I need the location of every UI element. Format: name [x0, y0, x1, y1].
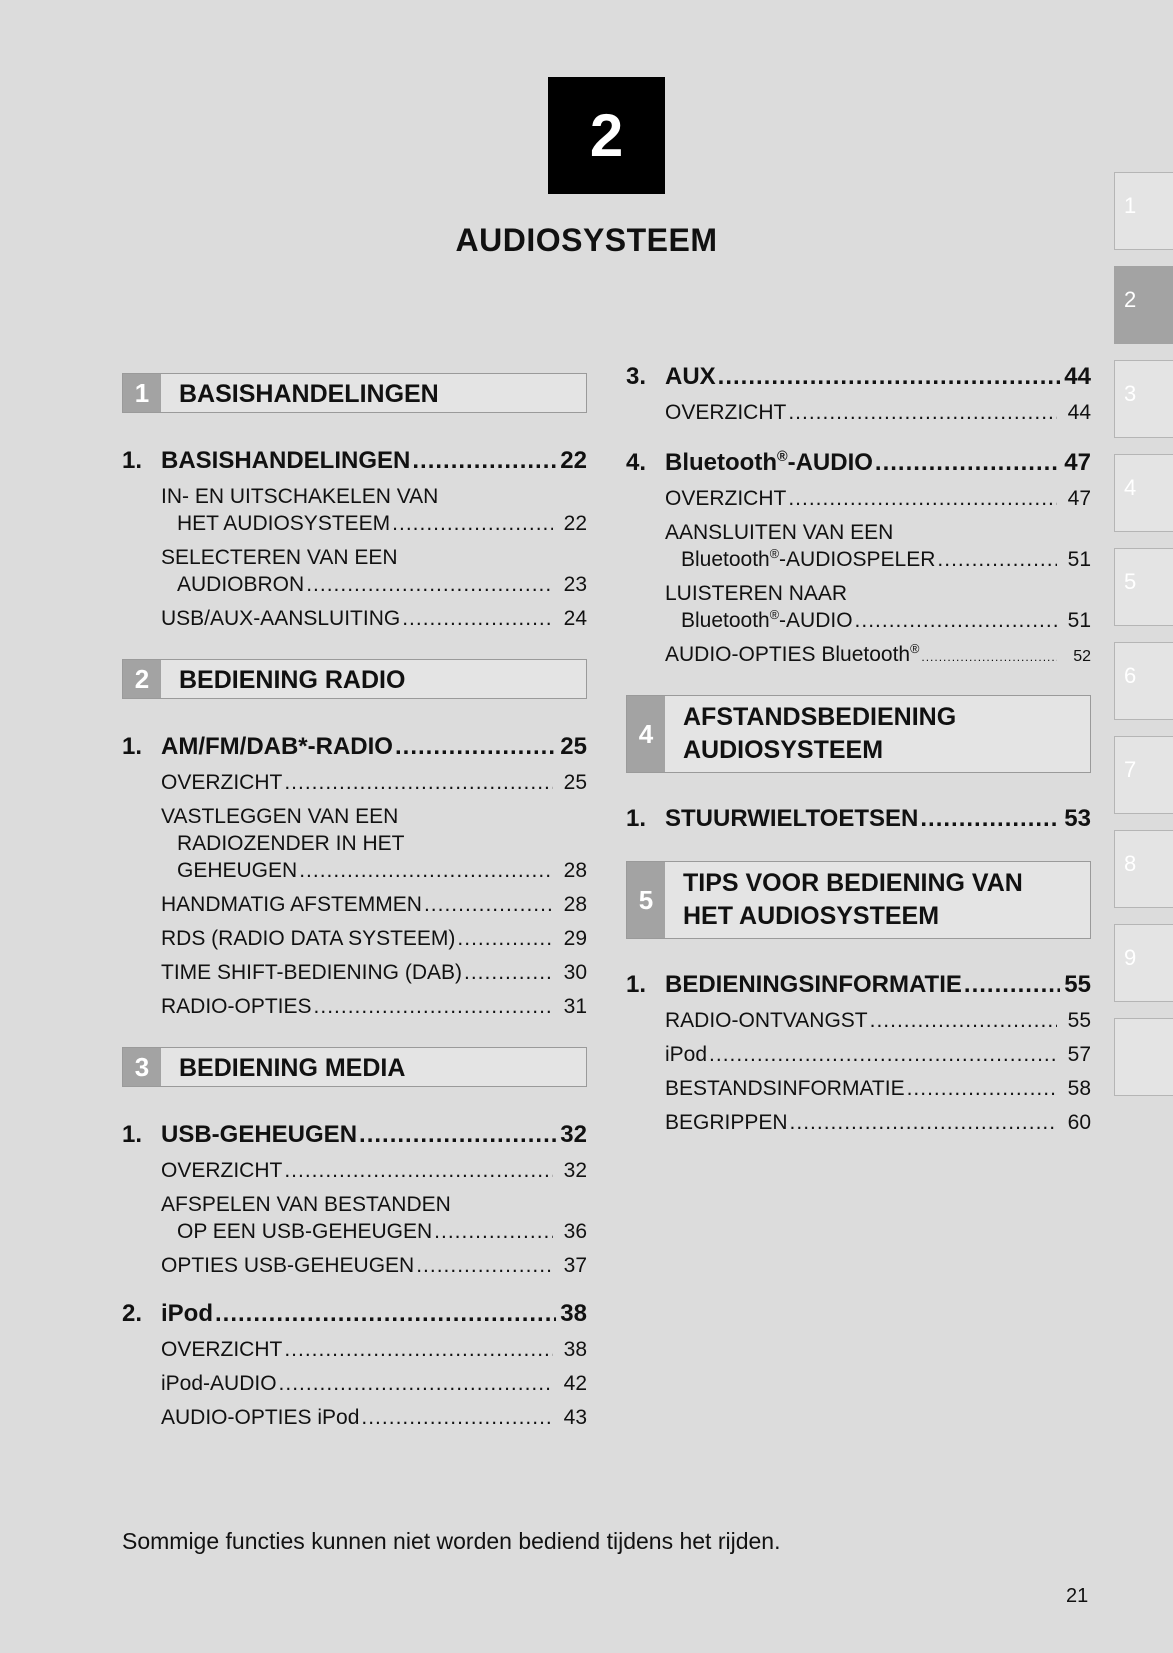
leader-dots — [416, 1254, 553, 1278]
leader-dots — [279, 1372, 553, 1396]
toc-subentry[interactable] — [161, 1159, 587, 1183]
toc-subentry[interactable] — [161, 1372, 587, 1396]
chapter-title: AUDIOSYSTEEM — [455, 222, 718, 258]
subentry-page: 30 — [563, 961, 587, 984]
toc-left-column — [122, 373, 587, 1430]
toc-subentry[interactable] — [161, 927, 587, 951]
subentry-page: 28 — [563, 893, 587, 916]
leader-dots — [402, 607, 553, 631]
subentry-page: 51 — [1067, 548, 1091, 571]
subentry-page: 29 — [563, 927, 587, 950]
subentry-title: AUDIOBRON — [177, 573, 305, 596]
subentry-title: RDS (RADIO DATA SYSTEEM) — [161, 927, 456, 950]
section-header-5[interactable] — [626, 861, 1091, 939]
leader-dots — [907, 1077, 1057, 1101]
toc-subentry[interactable] — [161, 1406, 587, 1430]
subentry-page: 25 — [563, 771, 587, 794]
subentry-title: USB/AUX-AANSLUITING — [161, 607, 401, 630]
toc-subentry[interactable] — [161, 995, 587, 1019]
chapter-number: 2 — [589, 102, 624, 169]
toc-subentry[interactable] — [161, 805, 587, 883]
entry-title: BASISHANDELINGEN — [161, 447, 411, 474]
leader-dots — [395, 733, 556, 761]
subentry-page: 57 — [1067, 1043, 1091, 1066]
leader-dots — [314, 995, 553, 1019]
subentry-title: HET AUDIOSYSTEEM — [177, 512, 391, 535]
section-number: 4 — [627, 696, 665, 772]
leader-dots — [921, 650, 1057, 664]
subentry-title: AUDIO-OPTIES iPod — [161, 1406, 360, 1429]
leader-dots — [937, 548, 1057, 572]
subentry-page: 28 — [563, 859, 587, 882]
section-title: BEDIENING MEDIA — [179, 1054, 406, 1082]
subentry-page: 43 — [563, 1406, 587, 1429]
entry-title: STUURWIELTOETSEN — [665, 805, 919, 832]
section-header-3[interactable] — [122, 1047, 587, 1087]
leader-dots — [412, 447, 556, 475]
subentry-title: RADIO-OPTIES — [161, 995, 312, 1018]
subentry-title: iPod-AUDIO — [161, 1372, 277, 1395]
entry-number: 1. — [122, 733, 143, 760]
subentry-page: 36 — [563, 1220, 587, 1243]
chapter-tab-8[interactable]: 8 — [1114, 830, 1173, 908]
section-number: 1 — [123, 374, 161, 412]
entry-number: 2. — [122, 1300, 143, 1327]
leader-dots — [788, 487, 1057, 511]
subentry-line: AFSPELEN VAN BESTANDEN — [161, 1193, 451, 1216]
subentry-line: RADIOZENDER IN HET — [177, 832, 405, 855]
section-number: 5 — [627, 862, 665, 938]
subentry-line: IN- EN UITSCHAKELEN VAN — [161, 485, 439, 508]
subentry-title: OVERZICHT — [161, 1338, 283, 1361]
chapter-tab-6[interactable]: 6 — [1114, 642, 1173, 720]
leader-dots — [920, 805, 1060, 833]
leader-dots — [457, 927, 553, 951]
chapter-number-box — [548, 77, 665, 194]
subentry-title: TIME SHIFT-BEDIENING (DAB) — [161, 961, 463, 984]
leader-dots — [709, 1043, 1057, 1067]
leader-dots — [284, 1159, 553, 1183]
subentry-page: 38 — [563, 1338, 587, 1361]
leader-dots — [790, 1111, 1057, 1135]
section-title: AFSTANDSBEDIENING AUDIOSYSTEEM — [683, 703, 957, 764]
entry-title: AUX — [665, 363, 716, 390]
toc-subentry[interactable] — [161, 771, 587, 795]
subentry-title: OVERZICHT — [161, 1159, 283, 1182]
chapter-tab-5[interactable]: 5 — [1114, 548, 1173, 626]
entry-page: 32 — [560, 1121, 587, 1148]
leader-dots — [306, 573, 553, 597]
toc-subentry[interactable] — [161, 1193, 587, 1244]
toc-subentry[interactable] — [161, 893, 587, 917]
toc-subentry[interactable] — [665, 1043, 1091, 1067]
entry-page: 47 — [1064, 449, 1091, 476]
leader-dots — [361, 1406, 553, 1430]
toc-subentry[interactable] — [161, 961, 587, 985]
toc-entry[interactable] — [122, 1121, 587, 1149]
toc-subentry[interactable] — [665, 487, 1091, 511]
subentry-line: SELECTEREN VAN EEN — [161, 546, 398, 569]
section-header-4[interactable] — [626, 695, 1091, 773]
toc-right-column — [626, 363, 1091, 1135]
entry-page: 22 — [560, 447, 587, 474]
subentry-title: Bluetooth®-AUDIO — [681, 608, 853, 632]
leader-dots — [788, 401, 1057, 425]
subentry-page: 58 — [1067, 1077, 1091, 1100]
chapter-tab-3[interactable]: 3 — [1114, 360, 1173, 438]
subentry-page: 31 — [563, 995, 587, 1018]
leader-dots — [284, 1338, 553, 1362]
leader-dots — [870, 1009, 1057, 1033]
chapter-tab-2[interactable]: 2 — [1114, 266, 1173, 344]
entry-page: 25 — [560, 733, 587, 760]
leader-dots — [215, 1300, 556, 1328]
subentry-title: iPod — [665, 1043, 708, 1066]
subentry-title: HANDMATIG AFSTEMMEN — [161, 893, 422, 916]
leader-dots — [718, 363, 1061, 391]
entry-page: 53 — [1064, 805, 1091, 832]
toc-entry[interactable] — [122, 447, 587, 475]
subentry-page: 47 — [1067, 487, 1091, 510]
entry-number: 1. — [122, 1121, 143, 1148]
section-number: 2 — [123, 660, 161, 698]
leader-dots — [392, 512, 553, 536]
section-header-1[interactable] — [122, 373, 587, 413]
footer-note: Sommige functies kunnen niet worden bediend tijdens het rijden. — [122, 1528, 781, 1554]
subentry-page: 60 — [1067, 1111, 1091, 1134]
toc-subentry[interactable] — [665, 643, 1091, 667]
entry-page: 44 — [1064, 363, 1091, 390]
entry-number: 4. — [626, 449, 647, 476]
entry-number: 1. — [626, 805, 647, 832]
chapter-tab-1[interactable]: 1 — [1114, 172, 1173, 250]
toc-subentry[interactable] — [161, 607, 587, 631]
subentry-title: GEHEUGEN — [177, 859, 298, 882]
subentry-title: Bluetooth®-AUDIOSPELER — [681, 547, 936, 571]
toc-entry[interactable] — [626, 449, 1091, 477]
chapter-tab-blank[interactable] — [1114, 1018, 1173, 1096]
subentry-page: 37 — [563, 1254, 587, 1277]
chapter-tabs — [1114, 172, 1173, 1112]
subentry-line: LUISTEREN NAAR — [665, 582, 848, 605]
section-number: 3 — [123, 1048, 161, 1086]
entry-page: 55 — [1064, 971, 1091, 998]
entry-title: BEDIENINGSINFORMATIE — [665, 971, 962, 998]
subentry-page: 55 — [1067, 1009, 1091, 1032]
subentry-page: 52 — [1073, 648, 1091, 665]
entry-page: 38 — [560, 1300, 587, 1327]
section-header-2[interactable] — [122, 659, 587, 699]
toc-subentry[interactable] — [161, 1254, 587, 1278]
subentry-page: 44 — [1067, 401, 1091, 424]
subentry-page: 24 — [563, 607, 587, 630]
toc-entry[interactable] — [122, 1300, 587, 1328]
toc-subentry[interactable] — [161, 546, 587, 597]
leader-dots — [434, 1220, 553, 1244]
toc-subentry[interactable] — [665, 1111, 1091, 1135]
entry-title: USB-GEHEUGEN — [161, 1121, 358, 1148]
subentry-title: OP EEN USB-GEHEUGEN — [177, 1220, 433, 1243]
entry-title: iPod — [161, 1300, 213, 1327]
toc-subentry[interactable] — [665, 1009, 1091, 1033]
entry-title: AM/FM/DAB*-RADIO — [161, 733, 393, 760]
toc-entry[interactable] — [626, 805, 1091, 833]
chapter-tab-7[interactable]: 7 — [1114, 736, 1173, 814]
subentry-page: 22 — [563, 512, 587, 535]
subentry-title: BESTANDSINFORMATIE — [665, 1077, 905, 1100]
subentry-line: AANSLUITEN VAN EEN — [665, 521, 894, 544]
subentry-page: 42 — [563, 1372, 587, 1395]
leader-dots — [464, 961, 553, 985]
leader-dots — [964, 971, 1060, 999]
section-title: BEDIENING RADIO — [179, 666, 406, 694]
entry-number: 3. — [626, 363, 647, 390]
toc-subentry[interactable] — [665, 582, 1091, 633]
leader-dots — [299, 859, 553, 883]
page-number: 21 — [1066, 1585, 1089, 1607]
subentry-line: VASTLEGGEN VAN EEN — [161, 805, 399, 828]
chapter-tab-4[interactable]: 4 — [1114, 454, 1173, 532]
leader-dots — [424, 893, 553, 917]
leader-dots — [359, 1121, 556, 1149]
subentry-title: AUDIO-OPTIES Bluetooth® — [665, 642, 920, 666]
toc-subentry[interactable] — [665, 401, 1091, 425]
toc-subentry[interactable] — [665, 1077, 1091, 1101]
toc-subentry[interactable] — [665, 521, 1091, 572]
entry-title: Bluetooth®-AUDIO — [665, 449, 873, 476]
toc-subentry[interactable] — [161, 485, 587, 536]
toc-entry[interactable] — [626, 971, 1091, 999]
subentry-title: OVERZICHT — [161, 771, 283, 794]
leader-dots — [284, 771, 553, 795]
subentry-title: OPTIES USB-GEHEUGEN — [161, 1254, 415, 1277]
subentry-page: 51 — [1067, 609, 1091, 632]
entry-number: 1. — [626, 971, 647, 998]
subentry-page: 23 — [563, 573, 587, 596]
subentry-title: OVERZICHT — [665, 401, 787, 424]
leader-dots — [855, 609, 1057, 633]
chapter-tab-9[interactable]: 9 — [1114, 924, 1173, 1002]
toc-subentry[interactable] — [161, 1338, 587, 1362]
toc-entry[interactable] — [626, 363, 1091, 391]
subentry-title: OVERZICHT — [665, 487, 787, 510]
leader-dots — [875, 449, 1060, 477]
entry-number: 1. — [122, 447, 143, 474]
section-title: BASISHANDELINGEN — [179, 380, 439, 408]
subentry-title: RADIO-ONTVANGST — [665, 1009, 868, 1032]
subentry-title: BEGRIPPEN — [665, 1111, 788, 1134]
subentry-page: 32 — [563, 1159, 587, 1182]
toc-entry[interactable] — [122, 733, 587, 761]
section-title: TIPS VOOR BEDIENING VAN HET AUDIOSYSTEEM — [683, 869, 1023, 930]
